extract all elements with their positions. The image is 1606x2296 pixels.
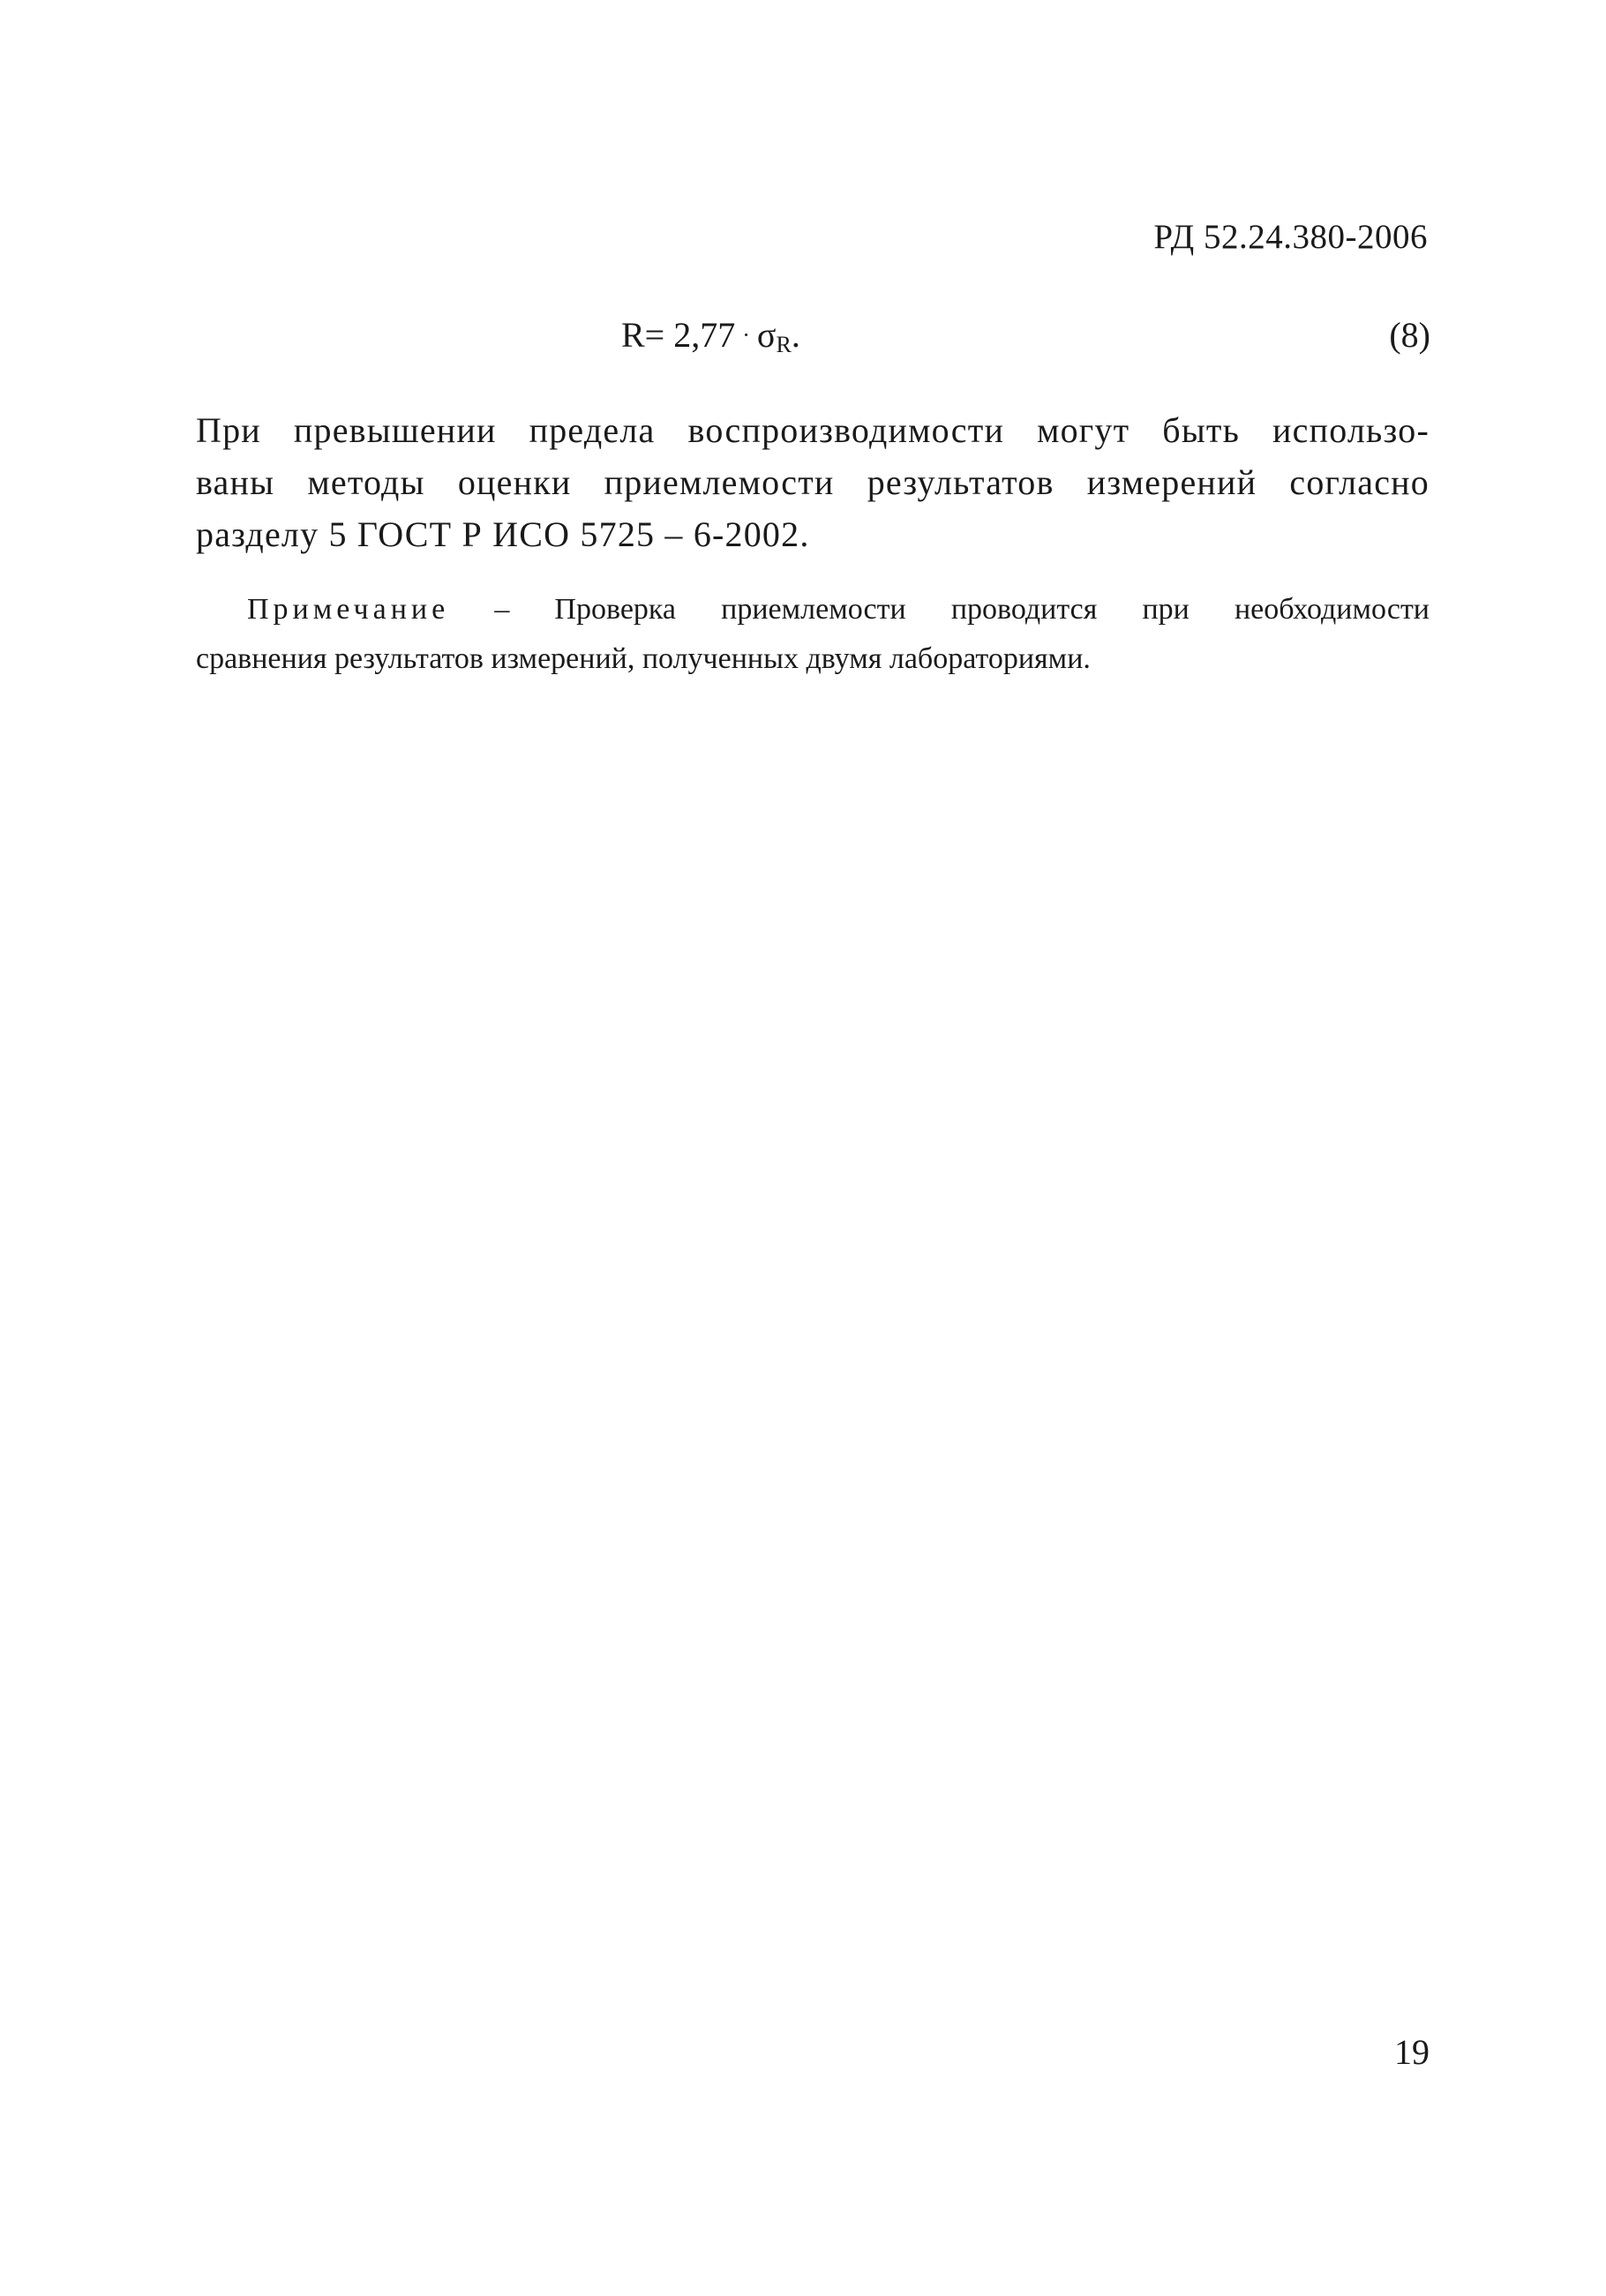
formula-lhs: R= 2,77 bbox=[621, 315, 736, 355]
formula-subscript: R bbox=[776, 332, 792, 357]
page-number: 19 bbox=[1394, 2032, 1430, 2072]
paragraph-line: разделу 5 ГОСТ Р ИСО 5725 – 6-2002. bbox=[196, 514, 810, 554]
body-paragraph bbox=[196, 404, 1430, 560]
paragraph-line: При превышении предела воспроизводимости могут быть использо- bbox=[196, 410, 1430, 450]
document-code: РД 52.24.380-2006 bbox=[1153, 218, 1428, 256]
note-block bbox=[196, 585, 1430, 684]
note-text: – Проверка приемлемости проводится при необходимости bbox=[494, 593, 1430, 626]
note-line bbox=[196, 585, 1430, 634]
note-line: сравнения результатов измерений, полученных двумя лабораториями. bbox=[196, 642, 1091, 675]
formula-symbol: σ bbox=[756, 315, 777, 355]
note-label: Примечание bbox=[247, 593, 450, 626]
formula-operator: · bbox=[742, 322, 750, 348]
formula-trailing: . bbox=[791, 315, 800, 355]
paragraph-line: ваны методы оценки приемлемости результатов измерений согласно bbox=[196, 462, 1430, 502]
formula-row bbox=[0, 314, 1606, 367]
formula bbox=[621, 314, 800, 358]
equation-number: (8) bbox=[1389, 315, 1430, 355]
